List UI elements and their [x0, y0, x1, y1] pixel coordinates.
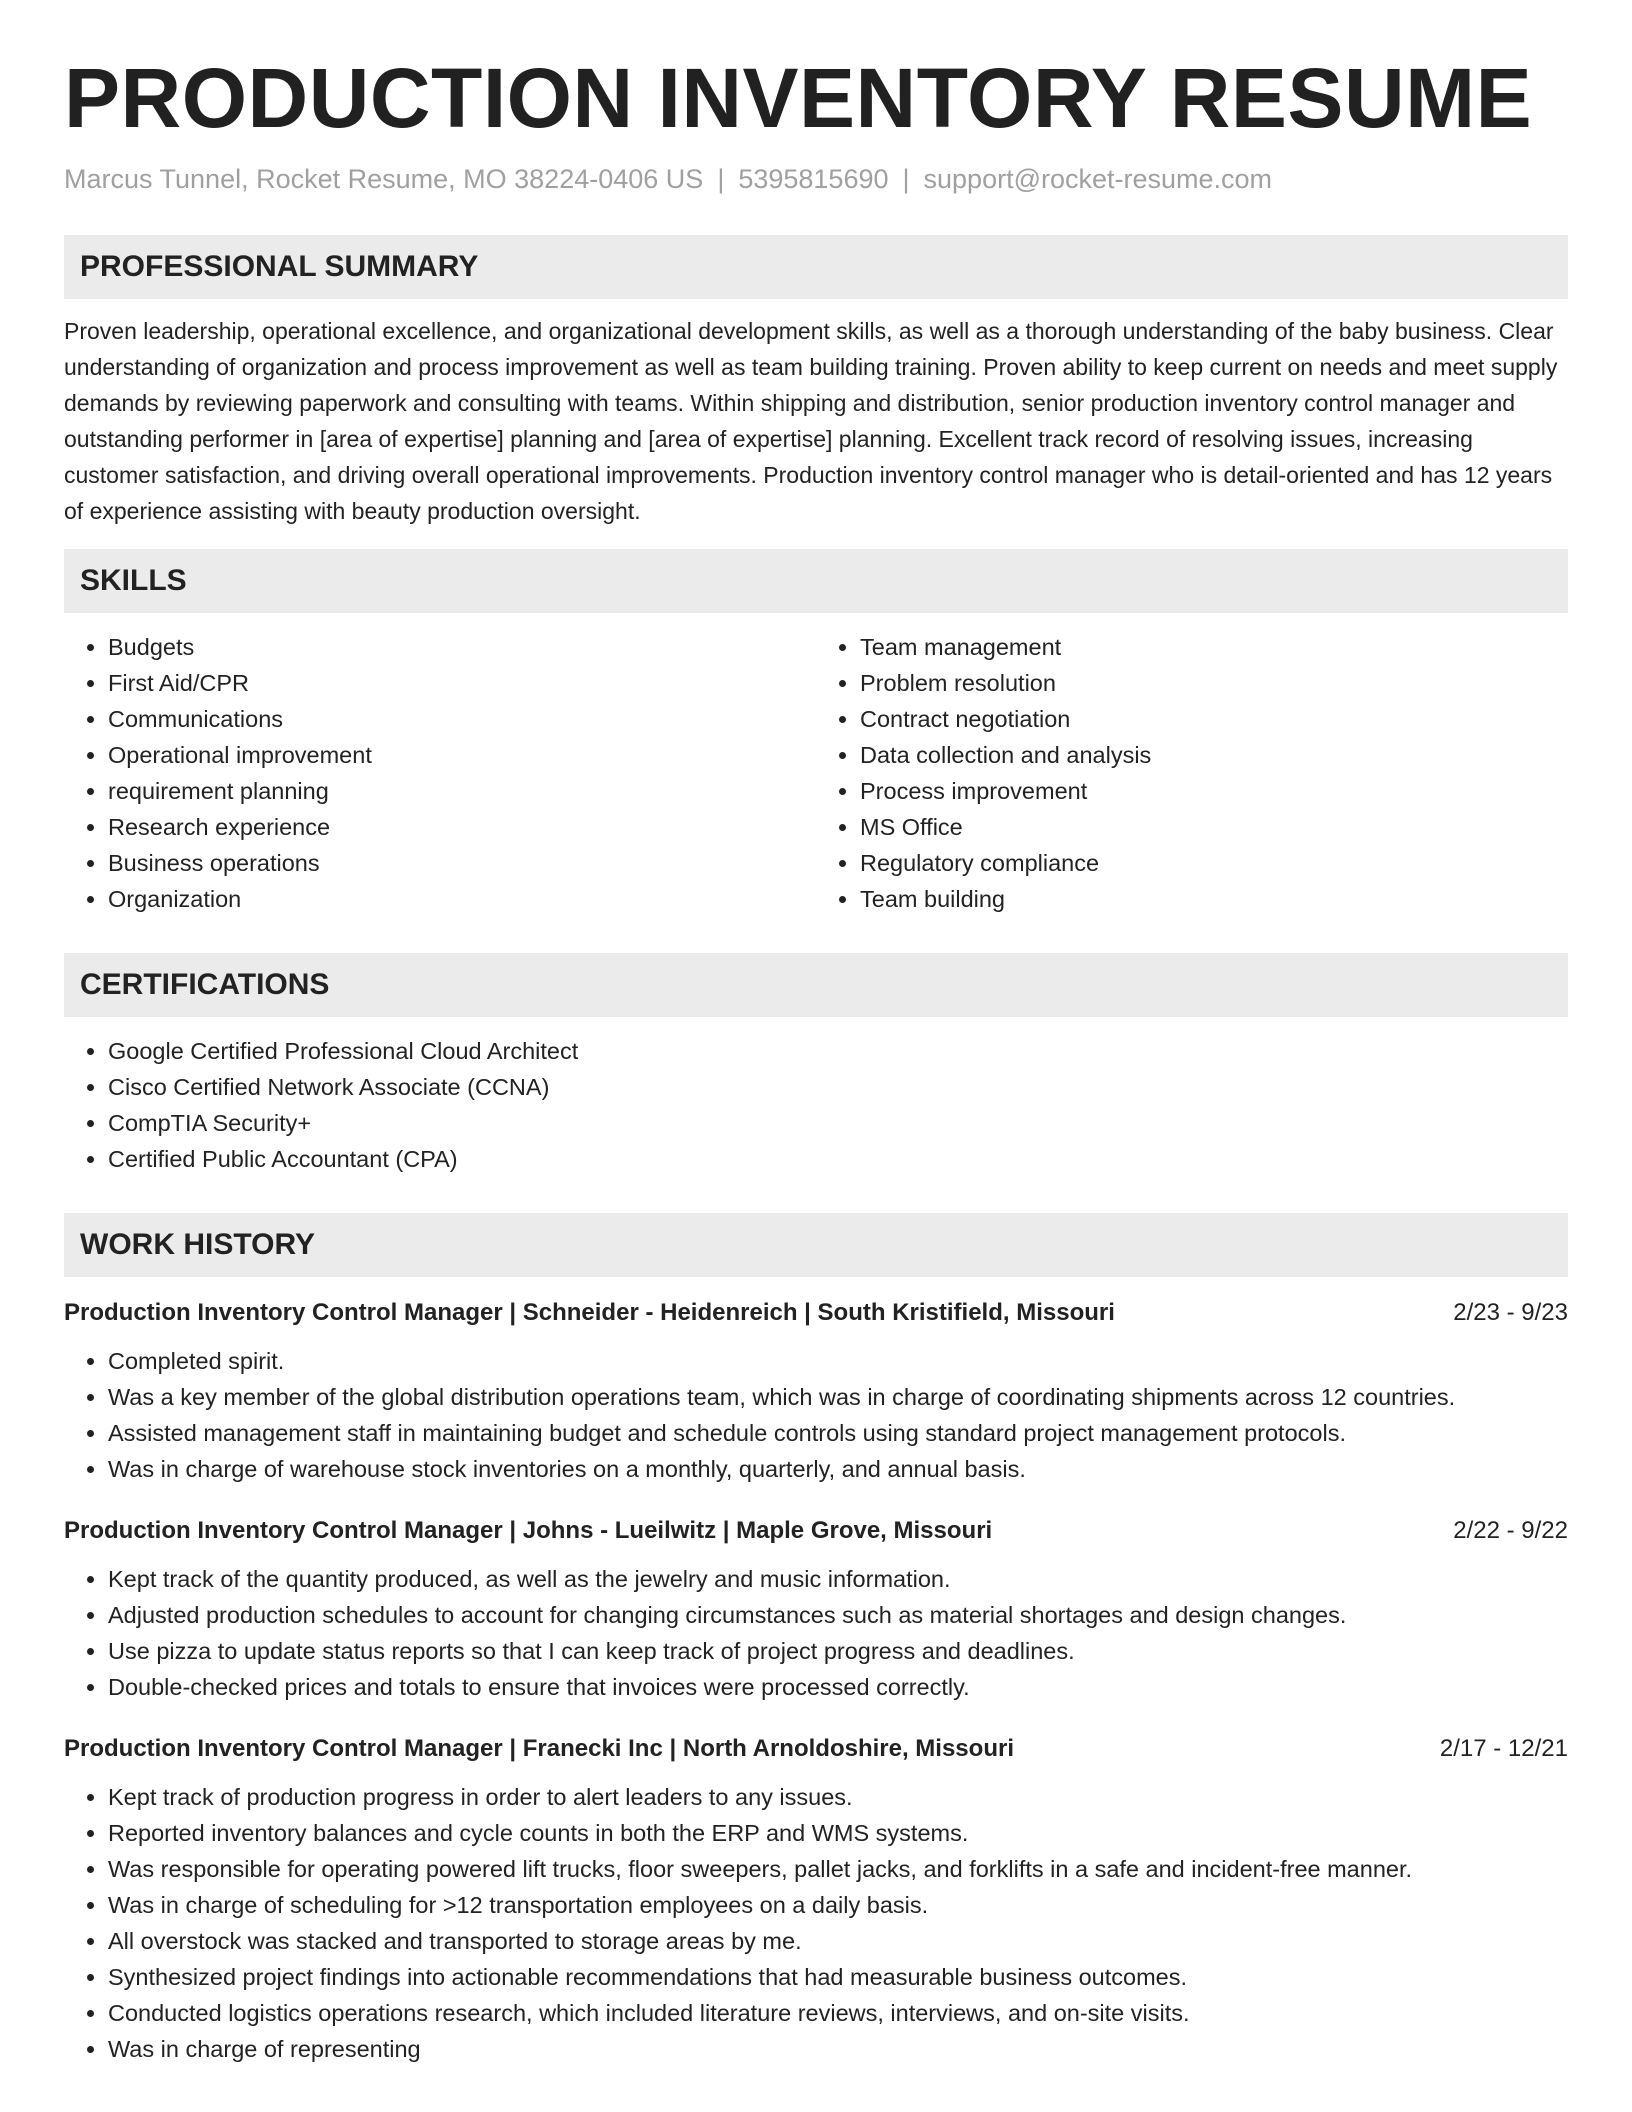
job-entry	[64, 1733, 1568, 2067]
skill-item: • Team management	[860, 629, 1568, 665]
job-dates: 2/17 - 12/21	[1439, 1734, 1568, 1762]
contact-separator: |	[902, 163, 910, 194]
section-header-work-history: WORK HISTORY	[64, 1213, 1568, 1277]
summary-text: Proven leadership, operational excellence, and organizational development skills, as well as a thorough understanding of the baby business. Clear understanding of organization and process improvement as well as team building training. Proven ability to keep current on needs and meet supply demands by reviewing paperwork and consulting with teams. Within shipping and distribution, senior production inventory control manager and outstanding performer in [area of expertise] planning and [area of expertise] planning. Excellent track record of resolving issues, increasing customer satisfaction, and driving overall operational improvements. Production inventory control manager who is detail-oriented and has 12 years of experience assisting with beauty production oversight.	[64, 317, 1558, 524]
contact-separator: |	[717, 163, 725, 194]
skills-list-right	[816, 629, 1568, 917]
job-dates: 2/23 - 9/23	[1453, 1298, 1568, 1326]
job-bullet: • Was in charge of representing	[108, 2031, 1568, 2067]
contact-line	[64, 163, 1568, 195]
certifications-list	[64, 1033, 1568, 1177]
skill-item: • Research experience	[108, 809, 816, 845]
job-bullets	[64, 1561, 1568, 1705]
contact-address: Marcus Tunnel, Rocket Resume, MO 38224-0406 US	[64, 163, 704, 194]
skill-item: • Operational improvement	[108, 737, 816, 773]
job-bullet: • Kept track of the quantity produced, as well as the jewelry and music information.	[108, 1561, 1568, 1597]
job-title: Production Inventory Control Manager | Schneider - Heidenreich | South Kristifield, Missouri	[64, 1298, 1115, 1326]
skill-item: • Business operations	[108, 845, 816, 881]
job-title: Production Inventory Control Manager | Johns - Lueilwitz | Maple Grove, Missouri	[64, 1516, 993, 1544]
certification-item: • Google Certified Professional Cloud Architect	[108, 1033, 1568, 1069]
job-bullet: • Completed spirit.	[108, 1343, 1568, 1379]
skill-item: • Budgets	[108, 629, 816, 665]
job-bullet: • Was a key member of the global distribution operations team, which was in charge of coordinating shipments across 12 countries.	[108, 1379, 1568, 1415]
job-bullet: • Double-checked prices and totals to ensure that invoices were processed correctly.	[108, 1669, 1568, 1705]
skill-item: • Data collection and analysis	[860, 737, 1568, 773]
certification-item: • Cisco Certified Network Associate (CCNA)	[108, 1069, 1568, 1105]
contact-phone: 5395815690	[738, 163, 889, 194]
job-bullets	[64, 1779, 1568, 2067]
job-bullet: • Conducted logistics operations research, which included literature reviews, interviews, and on-site visits.	[108, 1995, 1568, 2031]
job-bullet: • Synthesized project findings into actionable recommendations that had measurable business outcomes.	[108, 1959, 1568, 1995]
skill-item: • Contract negotiation	[860, 701, 1568, 737]
job-bullets	[64, 1343, 1568, 1487]
skills-grid	[64, 629, 1568, 917]
job-bullet: • Use pizza to update status reports so that I can keep track of project progress and deadlines.	[108, 1633, 1568, 1669]
job-bullet: • Adjusted production schedules to account for changing circumstances such as material shortages and design changes.	[108, 1597, 1568, 1633]
resume-title: PRODUCTION INVENTORY RESUME	[64, 51, 1533, 145]
skills-list-left	[64, 629, 816, 917]
job-title: Production Inventory Control Manager | Franecki Inc | North Arnoldoshire, Missouri	[64, 1734, 1014, 1762]
job-bullet: • Was responsible for operating powered lift trucks, floor sweepers, pallet jacks, and forklifts in a safe and incident-free manner.	[108, 1851, 1568, 1887]
job-bullet: • Was in charge of warehouse stock inventories on a monthly, quarterly, and annual basis.	[108, 1451, 1568, 1487]
job-bullet: • Kept track of production progress in order to alert leaders to any issues.	[108, 1779, 1568, 1815]
certification-item: • CompTIA Security+	[108, 1105, 1568, 1141]
contact-email: support@rocket-resume.com	[923, 163, 1273, 194]
job-entry	[64, 1515, 1568, 1705]
section-header-certifications: CERTIFICATIONS	[64, 953, 1568, 1017]
skill-item: • Communications	[108, 701, 816, 737]
skill-item: • MS Office	[860, 809, 1568, 845]
skill-item: • Regulatory compliance	[860, 845, 1568, 881]
job-header	[64, 1297, 1568, 1329]
skill-item: • First Aid/CPR	[108, 665, 816, 701]
job-bullet: • Reported inventory balances and cycle counts in both the ERP and WMS systems.	[108, 1815, 1568, 1851]
job-bullet: • Assisted management staff in maintaining budget and schedule controls using standard project management protocols.	[108, 1415, 1568, 1451]
skill-item: • Organization	[108, 881, 816, 917]
job-bullet: • Was in charge of scheduling for >12 transportation employees on a daily basis.	[108, 1887, 1568, 1923]
skill-item: • requirement planning	[108, 773, 816, 809]
job-header	[64, 1515, 1568, 1547]
job-header	[64, 1733, 1568, 1765]
section-header-summary: PROFESSIONAL SUMMARY	[64, 235, 1568, 299]
skill-item: • Process improvement	[860, 773, 1568, 809]
job-dates: 2/22 - 9/22	[1453, 1516, 1568, 1544]
section-header-skills: SKILLS	[64, 549, 1568, 613]
job-bullet: • All overstock was stacked and transported to storage areas by me.	[108, 1923, 1568, 1959]
certification-item: • Certified Public Accountant (CPA)	[108, 1141, 1568, 1177]
job-entry	[64, 1297, 1568, 1487]
skill-item: • Problem resolution	[860, 665, 1568, 701]
skill-item: • Team building	[860, 881, 1568, 917]
